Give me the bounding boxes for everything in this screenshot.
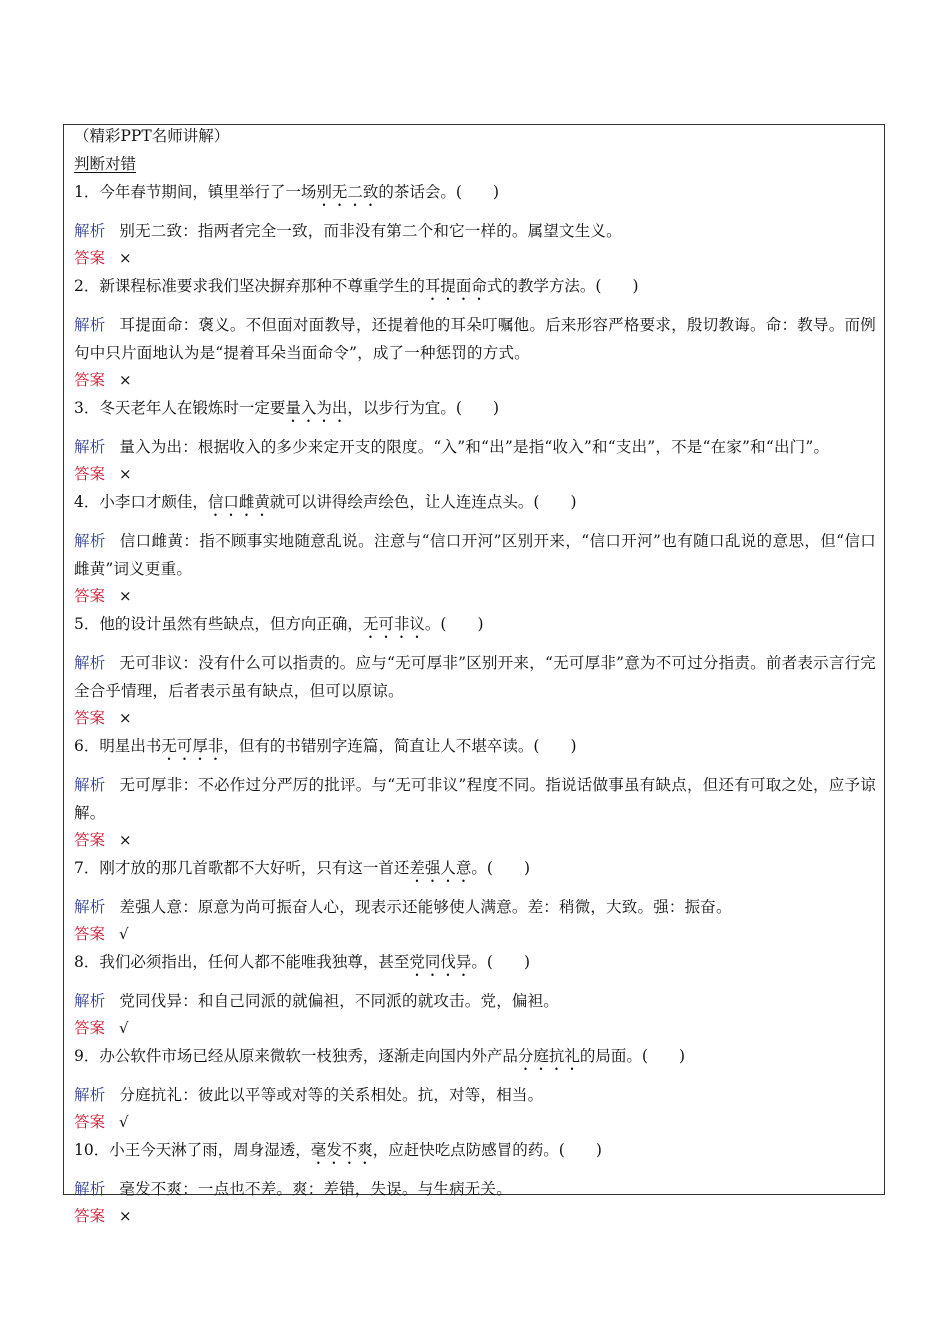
question-text: 今年春节期间，镇里举行了一场 — [99, 183, 317, 201]
question-6 — [74, 735, 876, 764]
answer-label: 答案 — [74, 925, 106, 943]
answer-mark: × — [119, 587, 132, 605]
answer-label: 答案 — [74, 831, 106, 849]
idiom-term: 无可厚非 — [161, 737, 224, 755]
question-number: 2． — [74, 277, 100, 295]
analysis-5 — [74, 649, 876, 705]
analysis-1 — [74, 217, 876, 245]
question-4 — [74, 491, 876, 520]
question-list — [74, 181, 876, 1227]
analysis-text: 量入为出：根据收入的多少来定开支的限度。“入”和“出”是指“收入”和“支出”，不是“在家”和“出门”。 — [119, 438, 830, 456]
question-text-tail: 就可以讲得绘声绘色，让人连连点头。( ) — [269, 493, 577, 511]
question-text-tail: 。( ) — [471, 859, 531, 877]
question-text: 我们必须指出，任何人都不能唯我独尊，甚至 — [99, 953, 410, 971]
answer-7 — [74, 923, 876, 945]
answer-label: 答案 — [74, 1019, 106, 1037]
answer-label: 答案 — [74, 709, 106, 727]
question-text: 小王今天淋了雨，周身湿透， — [109, 1141, 311, 1159]
question-text: 明星出书 — [99, 737, 162, 755]
question-text: 新课程标准要求我们坚决摒弃那种不尊重学生的 — [99, 277, 425, 295]
question-text-tail: 。( ) — [424, 615, 484, 633]
idiom-term: 党同伐异 — [409, 953, 472, 971]
analysis-text: 耳提面命：褒义。不但面对面教导，还提着他的耳朵叮嘱他。后来形容严格要求，殷切教诲。命：教导。而例句中只片面地认为是“提着耳朵当面命令”，成了一种惩罚的方式。 — [74, 316, 876, 362]
analysis-8 — [74, 987, 876, 1015]
question-text: 刚才放的那几首歌都不大好听，只有这一首还 — [99, 859, 410, 877]
analysis-text: 分庭抗礼：彼此以平等或对等的关系相处。抗，对等，相当。 — [119, 1086, 544, 1104]
answer-label: 答案 — [74, 465, 106, 483]
answer-5 — [74, 707, 876, 729]
answer-6 — [74, 829, 876, 851]
question-text: 办公软件市场已经从原来微软一枝独秀，逐渐走向国内外产品 — [99, 1047, 518, 1065]
answer-label: 答案 — [74, 1207, 106, 1225]
answer-4 — [74, 585, 876, 607]
analysis-text: 党同伐异：和自己同派的就偏袒，不同派的就攻击。党，偏袒。 — [119, 992, 560, 1010]
answer-mark: × — [119, 1207, 132, 1225]
idiom-term: 信口雌黄 — [207, 493, 270, 511]
question-number: 4． — [74, 493, 100, 511]
question-8 — [74, 951, 876, 980]
question-5 — [74, 613, 876, 642]
question-7 — [74, 857, 876, 886]
question-text-tail: 的茶话会。( ) — [378, 183, 500, 201]
answer-mark: √ — [119, 1113, 129, 1131]
answer-mark: × — [119, 831, 132, 849]
question-number: 10． — [74, 1141, 110, 1159]
answer-1 — [74, 247, 876, 269]
question-number: 6． — [74, 737, 100, 755]
idiom-term: 差强人意 — [409, 859, 472, 877]
idiom-term: 别无二致 — [316, 183, 379, 201]
question-text-tail: ，但有的书错别字连篇，简直让人不堪卒读。( ) — [223, 737, 577, 755]
answer-label: 答案 — [74, 249, 106, 267]
analysis-10 — [74, 1175, 876, 1203]
answer-label: 答案 — [74, 587, 106, 605]
answer-2 — [74, 369, 876, 391]
analysis-label: 解析 — [74, 776, 106, 794]
question-number: 7． — [74, 859, 100, 877]
section-title: 判断对错 — [74, 155, 137, 173]
question-text-tail: 的局面。( ) — [579, 1047, 686, 1065]
analysis-text: 差强人意：原意为尚可振奋人心，现表示还能够使人满意。差：稍微，大致。强：振奋。 — [119, 898, 732, 916]
answer-8 — [74, 1017, 876, 1039]
question-text-tail: 。( ) — [471, 953, 531, 971]
idiom-term: 无可非议 — [362, 615, 425, 633]
question-text: 小李口才颇佳， — [99, 493, 208, 511]
question-10 — [74, 1139, 876, 1168]
answer-mark: √ — [119, 1019, 129, 1037]
analysis-label: 解析 — [74, 222, 106, 240]
answer-9 — [74, 1111, 876, 1133]
question-number: 5． — [74, 615, 100, 633]
question-text-tail: 式的教学方法。( ) — [486, 277, 639, 295]
question-2 — [74, 275, 876, 304]
idiom-term: 量入为出 — [285, 399, 348, 417]
analysis-label: 解析 — [74, 992, 106, 1010]
question-text-tail: ，应赶快吃点防感冒的药。( ) — [372, 1141, 602, 1159]
analysis-text: 毫发不爽：一点也不差。爽：差错，失误。与生病无关。 — [119, 1180, 512, 1198]
analysis-label: 解析 — [74, 1086, 106, 1104]
analysis-text: 无可厚非：不必作过分严厉的批评。与“无可非议”程度不同。指说话做事虽有缺点，但还有可取之处，应予谅解。 — [74, 776, 876, 822]
analysis-text: 别无二致：指两者完全一致，而非没有第二个和它一样的。属望文生义。 — [119, 222, 622, 240]
analysis-label: 解析 — [74, 532, 106, 550]
analysis-text: 信口雌黄：指不顾事实地随意乱说。注意与“信口开河”区别开来，“信口开河”也有随口乱说的意思，但“信口雌黄”词义更重。 — [74, 532, 877, 578]
analysis-6 — [74, 771, 876, 827]
question-text: 冬天老年人在锻炼时一定要 — [99, 399, 286, 417]
answer-mark: √ — [119, 925, 129, 943]
idiom-term: 耳提面命 — [424, 277, 487, 295]
analysis-4 — [74, 527, 876, 583]
idiom-term: 分庭抗礼 — [517, 1047, 580, 1065]
analysis-label: 解析 — [74, 654, 106, 672]
analysis-label: 解析 — [74, 1180, 106, 1198]
question-number: 9． — [74, 1047, 100, 1065]
answer-10 — [74, 1205, 876, 1227]
analysis-label: 解析 — [74, 898, 106, 916]
question-number: 8． — [74, 953, 100, 971]
answer-mark: × — [119, 249, 132, 267]
content-frame — [63, 124, 885, 1225]
question-text-tail: ，以步行为宜。( ) — [347, 399, 500, 417]
answer-3 — [74, 463, 876, 485]
idiom-term: 毫发不爽 — [310, 1141, 373, 1159]
question-text: 他的设计虽然有些缺点，但方向正确， — [99, 615, 363, 633]
header-note: （精彩PPT名师讲解） — [74, 127, 230, 145]
analysis-label: 解析 — [74, 316, 106, 334]
question-number: 1． — [74, 183, 100, 201]
answer-mark: × — [119, 709, 132, 727]
analysis-7 — [74, 893, 876, 921]
analysis-9 — [74, 1081, 876, 1109]
question-number: 3． — [74, 399, 100, 417]
analysis-text: 无可非议：没有什么可以指责的。应与“无可厚非”区别开来，“无可厚非”意为不可过分指责。前者表示言行完全合乎情理，后者表示虽有缺点，但可以原谅。 — [74, 654, 877, 700]
question-1 — [74, 181, 876, 210]
analysis-label: 解析 — [74, 438, 106, 456]
analysis-2 — [74, 311, 876, 367]
analysis-3 — [74, 433, 876, 461]
answer-label: 答案 — [74, 371, 106, 389]
answer-mark: × — [119, 465, 132, 483]
question-9 — [74, 1045, 876, 1074]
question-3 — [74, 397, 876, 426]
answer-label: 答案 — [74, 1113, 106, 1131]
answer-mark: × — [119, 371, 132, 389]
